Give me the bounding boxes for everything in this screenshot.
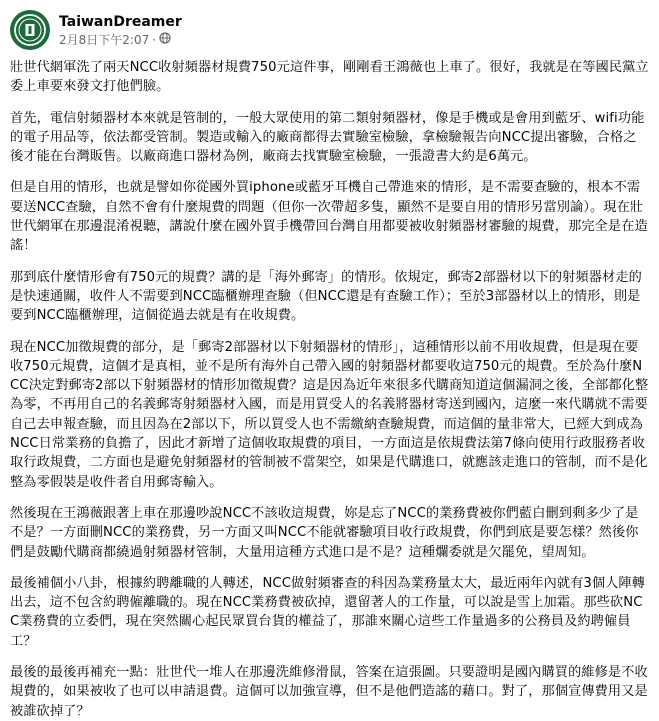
post-paragraph: 最後的最後再補充一點：壯世代一堆人在那邊洗維修滑鼠，答案在這張圖。只要證明是國內購買的維修是不收規費的，如果被收了也可以申請退費。這個可以加強宣導，但不是他們造謠的藉口。對了，那個宣傳費用又是被誰砍掉了？ xyxy=(10,665,648,719)
post-paragraph: 但是自用的情形，也就是譬如你從國外買iphone或藍牙耳機自己帶進來的情形，是不需要查驗的，根本不需要送NCC查驗，自然不會有什麼規費的問題（但你一次帶超多隻，顯然不是要自用的情形另當別論）。現在壯世代網軍在那邊混淆視聽，講說什麼在國外買手機帶回台灣自用都要被收射頻器材審驗的規費，那完全是在造謠！ xyxy=(10,180,648,254)
post-paragraph: 壯世代網軍洗了兩天NCC收射頻器材規費750元這件事，剛剛看王鴻薇也上車了。很好，我就是在等國民黨立委上車要來發文打他們臉。 xyxy=(10,60,649,95)
post-body xyxy=(10,58,649,721)
avatar[interactable] xyxy=(10,10,50,50)
separator-dot: · xyxy=(152,32,157,47)
post-paragraph: 那到底什麼情形會有750元的規費？講的是「海外郵寄」的情形。依規定，郵寄2部器材以下的射頻器材走的是快速通關，收件人不需要到NCC臨櫃辦理查驗（但NCC還是有查驗工作）；至於3部器材以上的情形，則是要到NCC臨櫃辦理，這個從過去就是有在收規費。 xyxy=(10,269,642,324)
post-timestamp[interactable]: 2月8日下午2:07 xyxy=(59,32,150,47)
post-paragraph: 然後現在王鴻薇跟著上車在那邊吵說NCC不該收這規費，妳是忘了NCC的業務費被你們藍白刪到剩多少了是不是？一方面刪NCC的業務費，另一方面又叫NCC不能就審驗項目收行政規費，你們到底是要怎樣？然後你們是鼓勵代購商都繞過射頻器材管制，大量用這種方式進口是不是？這種爛委就是欠罷免，望周知。 xyxy=(10,505,639,560)
post-paragraph: 現在NCC加徵規費的部分，是「郵寄2部器材以下射頻器材的情形」，這種情形以前不用收規費，但是現在要收750元規費，這個才是真相，並不是所有海外自己帶入國的射頻器材都要收這750元的規費。至於為什麼NCC決定對郵寄2部以下射頻器材的情形加徵規費？這是因為近年來很多代購商知道這個漏洞之後，全部都化整為零，不再用自己的名義郵寄射頻器材入國，而是用買受人的名義將器材寄送到國內，這麼一來代購就不需要自己去申報查驗，而且因為在2部以下，所以買受人也不需繳納查驗規費，而這個的量非常大，已經大到成為NCC日常業務的負擔了，因此才新增了這個收取規費的項目，一方面這是依規費法第7條向使用行政服務者收取行政規費，二方面也是避免射頻器材的管制被不當架空，如果是代購進口，就應該走進口的管制，而不是化整為零假裝是收件者自用郵寄輸入。 xyxy=(10,339,649,490)
post-paragraph: 最後補個小八卦，根據約聘離職的人轉述，NCC做射頻審查的科因為業務量太大，最近兩年內就有3個人陣轉出去，這不包含約聘僱離職的。現在NCC業務費被砍掉，還留著人的工作量，可以說是雪上加霜。那些砍NCC業務費的立委們，現在突然關心起民眾買台貨的權益了，那誰來關心這些工作量過多的公務員及約聘僱員工？ xyxy=(10,575,646,649)
post-paragraph: 首先，電信射頻器材本來就是管制的，一般大眾使用的第二類射頻器材，像是手機或是會用到藍牙、wifi功能的電子用品等，依法都受管制。製造或輸入的廠商都得去實驗室檢驗，拿檢驗報告向NCC提出審驗，合格之後才能在台灣販售。以廠商進口器材為例，廠商去找實驗室檢驗，一張證書大約是6萬元。 xyxy=(10,110,645,165)
post-meta xyxy=(59,13,182,48)
post-header xyxy=(10,10,649,50)
globe-icon[interactable] xyxy=(159,32,171,48)
author-name[interactable]: TaiwanDreamer xyxy=(59,13,182,30)
post-subline xyxy=(59,32,182,48)
emblem-icon xyxy=(13,13,47,47)
